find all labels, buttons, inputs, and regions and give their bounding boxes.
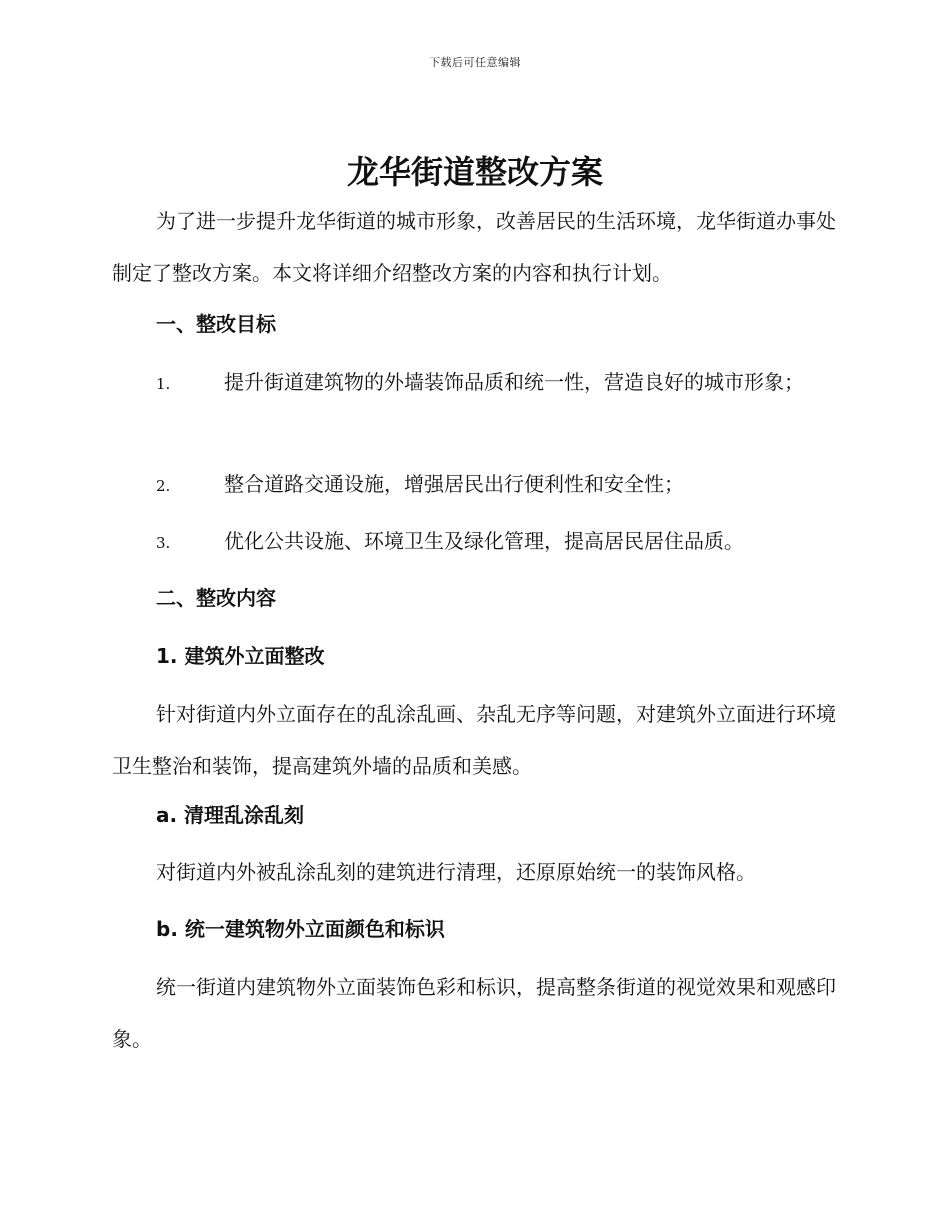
goal-item-3-text: 优化公共设施、环境卫生及绿化管理，提高居民居住品质。 [224,529,744,553]
section1-heading: 一、整改目标 [156,312,276,336]
goal-item-1-number: 1. [156,375,171,393]
subsection-a-paragraph: 对街道内外被乱涂乱刻的建筑进行清理，还原原始统一的装饰风格。 [156,860,756,884]
intro-paragraph: 为了进一步提升龙华街道的城市形象，改善居民的生活环境，龙华街道办事处制定了整改方案。本文将详细介绍整改方案的内容和执行计划。 [112,209,836,285]
goal-item-2-number: 2. [156,477,171,495]
subsection-b-paragraph: 统一街道内建筑物外立面装饰色彩和标识，提高整条街道的视觉效果和观感印象。 [112,975,836,1051]
goal-item-3-number: 3. [156,534,171,552]
subsection-1-paragraph: 针对街道内外立面存在的乱涂乱画、杂乱无序等问题，对建筑外立面进行环境卫生整治和装饰，提高建筑外墙的品质和美感。 [112,702,836,778]
goal-item-2 [112,458,838,512]
goal-item-1-text: 提升街道建筑物的外墙装饰品质和统一性，营造良好的城市形象； [224,370,804,394]
goal-item-2-text: 整合道路交通设施，增强居民出行便利性和安全性； [224,472,684,496]
header-note: 下载后可任意编辑 [429,56,521,69]
subsection-b-heading: b. 统一建筑物外立面颜色和标识 [156,917,445,941]
goal-item-3 [112,515,838,569]
subsection-1-heading: 1. 建筑外立面整改 [156,644,325,668]
subsection-a-heading: a. 清理乱涂乱刻 [156,803,305,827]
document-title: 龙华街道整改方案 [346,153,603,191]
goal-item-1 [112,356,838,410]
section2-heading: 二、整改内容 [156,586,276,610]
